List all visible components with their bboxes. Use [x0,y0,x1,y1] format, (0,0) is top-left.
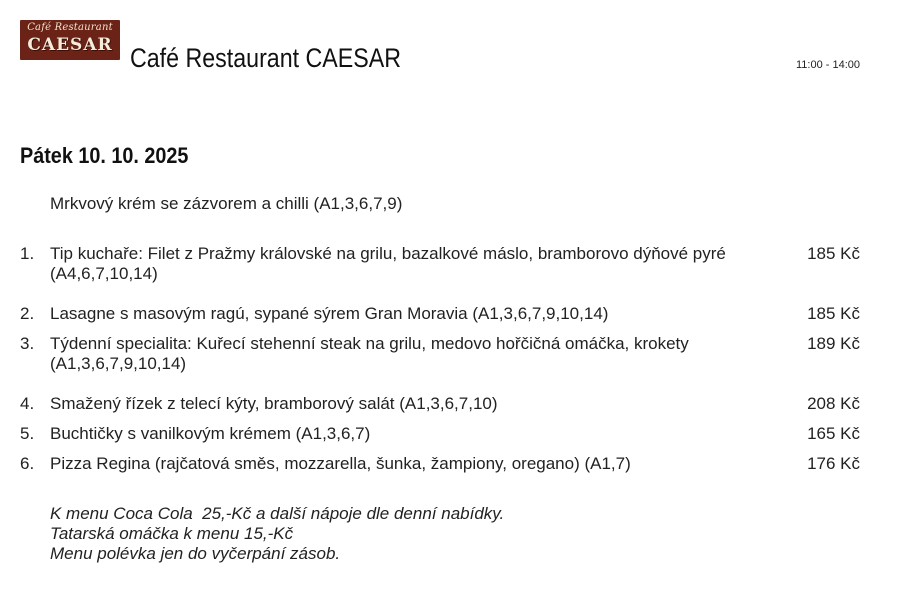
logo-wordmark: CAESAR [27,35,113,55]
menu-item-number: 5. [20,424,35,443]
menu-item-number: 6. [20,454,35,473]
opening-hours: 11:00 - 14:00 [795,59,860,71]
menu-item-number: 2. [20,304,35,323]
note-sauce: Tatarská omáčka k menu 15,-Kč [50,524,294,543]
note-soup: Menu polévka jen do vyčerpání zásob. [50,544,341,563]
menu-item-number: 3. [20,334,35,353]
menu-item-name: Lasagne s masovým ragú, sypané sýrem Gran Moravia (A1,3,6,7,9,10,14) [50,304,609,323]
menu-item-price: 185 Kč [807,304,860,323]
menu-notes [50,504,504,564]
menu-item-name: Pizza Regina (rajčatová směs, mozzarella, šunka, žampiony, oregano) (A1,7) [50,454,631,473]
menu-item-number: 1. [20,244,35,263]
menu-item-price: 165 Kč [807,424,860,443]
soup-of-the-day: Mrkvový krém se zázvorem a chilli (A1,3,6,7,9) [50,194,403,213]
menu-item-number: 4. [20,394,35,413]
menu-item-price: 208 Kč [807,394,860,413]
menu-item-price: 176 Kč [807,454,860,473]
menu-item-name: Buchtičky s vanilkovým krémem (A1,3,6,7) [50,424,371,443]
page-title: Café Restaurant CAESAR [130,43,402,73]
restaurant-logo [20,20,120,60]
menu-item-name: Týdenní specialita: Kuřecí stehenní steak na grilu, medovo hořčičná omáčka, krokety (A1,3,6,7,9,10,14) [50,334,689,373]
note-drinks: K menu Coca Cola 25,-Kč a další nápoje dle denní nabídky. [50,504,505,523]
menu-date: Pátek 10. 10. 2025 [20,143,189,168]
menu-item-price: 185 Kč [807,244,860,263]
logo-subtitle: Café Restaurant [27,22,113,33]
menu-item-name: Tip kuchaře: Filet z Pražmy královské na grilu, bazalkové máslo, bramborovo dýňové pyré (A4,6,7,10,14) [50,244,726,283]
menu-item-price: 189 Kč [807,334,860,353]
menu-item-name: Smažený řízek z telecí kýty, bramborový salát (A1,3,6,7,10) [50,394,498,413]
